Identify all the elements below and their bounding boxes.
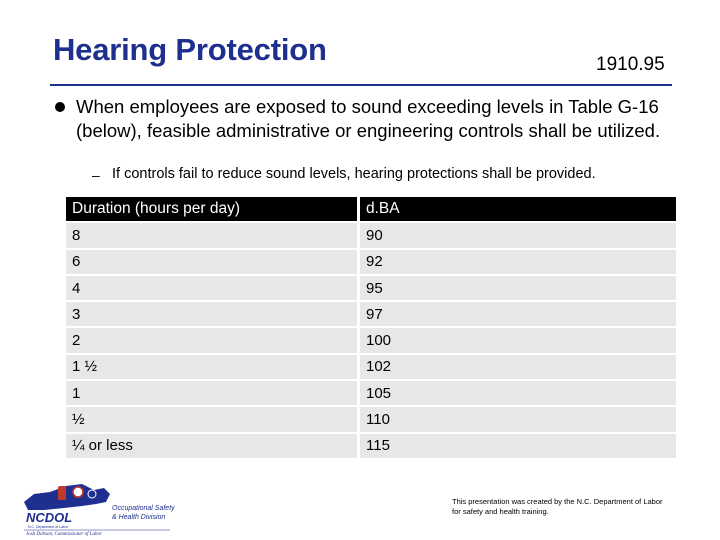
hardhat-icon xyxy=(73,487,83,497)
duration-cell: 3 xyxy=(66,302,360,328)
table-row xyxy=(66,328,676,354)
duration-cell: 4 xyxy=(66,276,360,302)
dba-cell: 100 xyxy=(360,328,676,354)
logo-commissioner: Josh Dobson, Commissioner of Labor xyxy=(26,532,102,536)
logo-subtext: N.C. Department of Labor xyxy=(28,525,69,529)
standard-number: 1910.95 xyxy=(596,54,665,75)
duration-cell: 1 xyxy=(66,381,360,407)
noise-exposure-table xyxy=(66,197,676,460)
table-row xyxy=(66,407,676,433)
duration-cell: 2 xyxy=(66,328,360,354)
sub-bullet-dash: – xyxy=(92,167,100,183)
column-header-dba: d.BA xyxy=(360,197,676,223)
table-row xyxy=(66,223,676,249)
credit-text: This presentation was created by the N.C. Department of Labor for safety and health training. xyxy=(452,497,663,516)
duration-cell: 1 ½ xyxy=(66,355,360,381)
duration-cell: 6 xyxy=(66,250,360,276)
dba-cell: 92 xyxy=(360,250,676,276)
dba-cell: 110 xyxy=(360,407,676,433)
logo-division-line-2: & Health Division xyxy=(112,514,166,521)
logo-division-line-1: Occupational Safety xyxy=(112,505,175,512)
table-row xyxy=(66,250,676,276)
column-header-duration: Duration (hours per day) xyxy=(66,197,360,223)
slide-title: Hearing Protection xyxy=(53,32,327,67)
table-row xyxy=(66,434,676,460)
sub-bullet-text: If controls fail to reduce sound levels, hearing protections shall be provided. xyxy=(112,166,596,182)
worker-figure-icon xyxy=(58,486,66,500)
bullet-text: When employees are exposed to sound exceeding levels in Table G-16 (below), feasible administrative or engineering controls shall be utilized. xyxy=(76,96,661,141)
ncdol-logo xyxy=(20,480,230,536)
dba-cell: 90 xyxy=(360,223,676,249)
duration-cell: 8 xyxy=(66,223,360,249)
table-header-row xyxy=(66,197,676,223)
dba-cell: 95 xyxy=(360,276,676,302)
logo-text: NCDOL xyxy=(26,510,73,525)
table-row xyxy=(66,355,676,381)
dba-cell: 97 xyxy=(360,302,676,328)
duration-cell: ¼ or less xyxy=(66,434,360,460)
dba-cell: 115 xyxy=(360,434,676,460)
title-divider xyxy=(50,84,672,86)
nc-state-shape-icon xyxy=(24,484,110,510)
table-row xyxy=(66,302,676,328)
table-row xyxy=(66,381,676,407)
table-row xyxy=(66,276,676,302)
duration-cell: ½ xyxy=(66,407,360,433)
dba-cell: 102 xyxy=(360,355,676,381)
bullet-icon xyxy=(55,102,65,112)
worker-head-icon xyxy=(88,490,96,498)
dba-cell: 105 xyxy=(360,381,676,407)
